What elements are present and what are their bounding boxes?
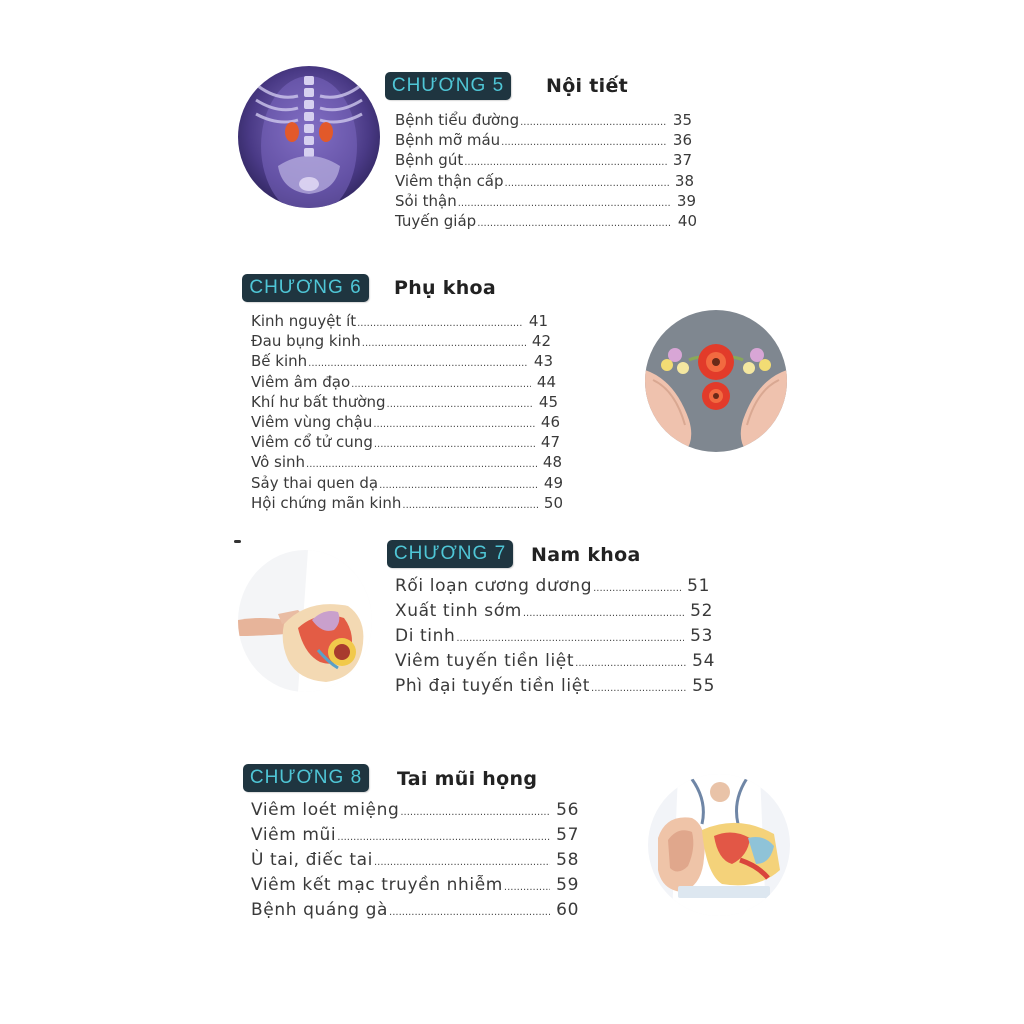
entry-title: Viêm tuyến tiền liệt [395,651,575,671]
leader-dots [389,900,550,925]
leader-dots [575,651,686,676]
entry-page: 47 [540,433,560,452]
entry-page: 51 [687,576,710,596]
leader-dots [373,415,535,435]
toc-entry [251,412,560,432]
entry-page: 53 [690,626,713,646]
toc-entry [251,392,558,412]
chapter-7-title: Nam khoa [531,544,641,566]
entry-page: 35 [672,111,692,129]
chapter-5-toc [395,110,699,231]
leader-dots [501,133,667,153]
entry-page: 37 [672,151,692,170]
toc-entry [251,473,563,493]
chapter-6-badge: CHƯƠNG 6 [242,274,369,302]
toc-entry [251,493,563,513]
toc-entry [395,674,715,699]
entry-title: Vô sinh [251,453,306,472]
entry-page: 41 [528,312,548,330]
entry-page: 60 [556,900,579,920]
toc-entry [251,798,579,823]
chapter-6-toc [251,311,563,513]
entry-title: Hội chứng mãn kinh [251,493,402,512]
entry-title: Khí hư bất thường [251,392,386,411]
entry-title: Viêm vùng chậu [251,412,373,431]
toc-entry [395,649,715,674]
chapter-7-badge: CHƯƠNG 7 [387,540,513,568]
entry-title: Viêm thận cấp [395,171,504,190]
entry-page: 48 [542,453,562,472]
entry-title: Viêm kết mạc truyền nhiễm [251,875,503,895]
leader-dots [402,496,538,516]
uterus-flower-icon [645,310,787,452]
entry-page: 59 [556,875,579,895]
entry-title: Viêm mũi [251,825,337,845]
toc-entry [395,130,692,150]
leader-dots [456,626,684,651]
toc-entry [395,191,696,211]
chapter-8-title: Tai mũi họng [397,768,538,790]
entry-page: 43 [533,352,553,371]
toc-entry [251,452,562,472]
entry-page: 38 [674,171,694,190]
entry-title: Bệnh quáng gà [251,900,389,920]
entry-title: Rối loạn cương dương [395,576,593,596]
toc-entry [251,311,548,331]
entry-title: Viêm âm đạo [251,372,351,391]
entry-page: 54 [692,651,715,671]
entry-page: 58 [556,850,579,870]
toc-entry [251,351,553,371]
entry-page: 49 [543,473,563,492]
toc-entry [395,110,692,130]
leader-dots [504,875,550,900]
toc-entry [395,150,692,170]
leader-dots [362,334,526,354]
leader-dots [337,825,550,850]
toc-entry [251,372,556,392]
entry-page: 40 [677,211,697,230]
leader-dots [357,314,523,334]
entry-page: 50 [543,493,563,512]
leader-dots [374,435,535,455]
entry-title: Sỏi thận [395,191,457,210]
leader-dots [593,576,681,601]
entry-page: 45 [538,392,558,411]
entry-title: Ù tai, điếc tai [251,850,373,870]
entry-title: Di tinh [395,626,456,646]
entry-title: Bệnh mỡ máu [395,131,501,150]
chapter-7-toc [395,574,717,699]
leader-dots [374,850,550,875]
pelvic-model-icon [238,550,372,692]
leader-dots [520,113,667,133]
toc-entry [251,898,579,923]
entry-title: Xuất tinh sớm [395,601,522,621]
chapter-8-toc [251,798,581,923]
kidney-anatomy-icon [238,66,380,208]
toc-entry [395,171,694,191]
entry-page: 57 [556,825,579,845]
toc-entry [395,599,713,624]
entry-title: Sảy thai quen dạ [251,473,379,492]
toc-entry [395,211,697,231]
toc-entry [395,574,710,599]
toc-entry [251,823,579,848]
entry-title: Viêm loét miệng [251,800,400,820]
chapter-5-badge: CHƯƠNG 5 [385,72,511,100]
entry-page: 52 [690,601,713,621]
print-speck [234,540,241,543]
entry-title: Bế kinh [251,352,308,371]
entry-page: 44 [536,372,556,391]
uterus-flower-image [645,310,787,452]
entry-title: Bệnh tiểu đường [395,111,520,129]
leader-dots [379,476,538,496]
chapter-5-title: Nội tiết [546,75,629,97]
entry-title: Kinh nguyệt ít [251,312,357,330]
leader-dots [400,800,550,825]
kidney-anatomy-image [238,66,380,208]
entry-title: Tuyến giáp [395,211,477,230]
entry-title: Bệnh gút [395,151,464,170]
pelvic-model-image [238,550,372,692]
leader-dots [477,214,672,234]
ear-model-icon [648,774,790,916]
chapter-8-badge: CHƯƠNG 8 [243,764,369,792]
entry-title: Viêm cổ tử cung [251,433,373,452]
entry-page: 42 [531,332,551,351]
leader-dots [591,676,686,701]
chapter-6-title: Phụ khoa [394,277,497,299]
ear-model-image [648,774,790,916]
entry-page: 56 [556,800,579,820]
leader-dots [505,174,669,194]
entry-page: 39 [676,191,696,210]
leader-dots [387,395,533,415]
entry-title: Đau bụng kinh [251,332,361,351]
toc-entry [251,873,579,898]
toc-entry [251,432,560,452]
entry-title: Phì đại tuyến tiền liệt [395,676,591,696]
toc-entry [251,848,579,873]
leader-dots [523,601,684,626]
toc-entry [395,624,713,649]
toc-entry [251,331,551,351]
leader-dots [458,194,671,214]
entry-page: 36 [672,131,692,150]
entry-page: 46 [540,412,560,431]
entry-page: 55 [692,676,715,696]
